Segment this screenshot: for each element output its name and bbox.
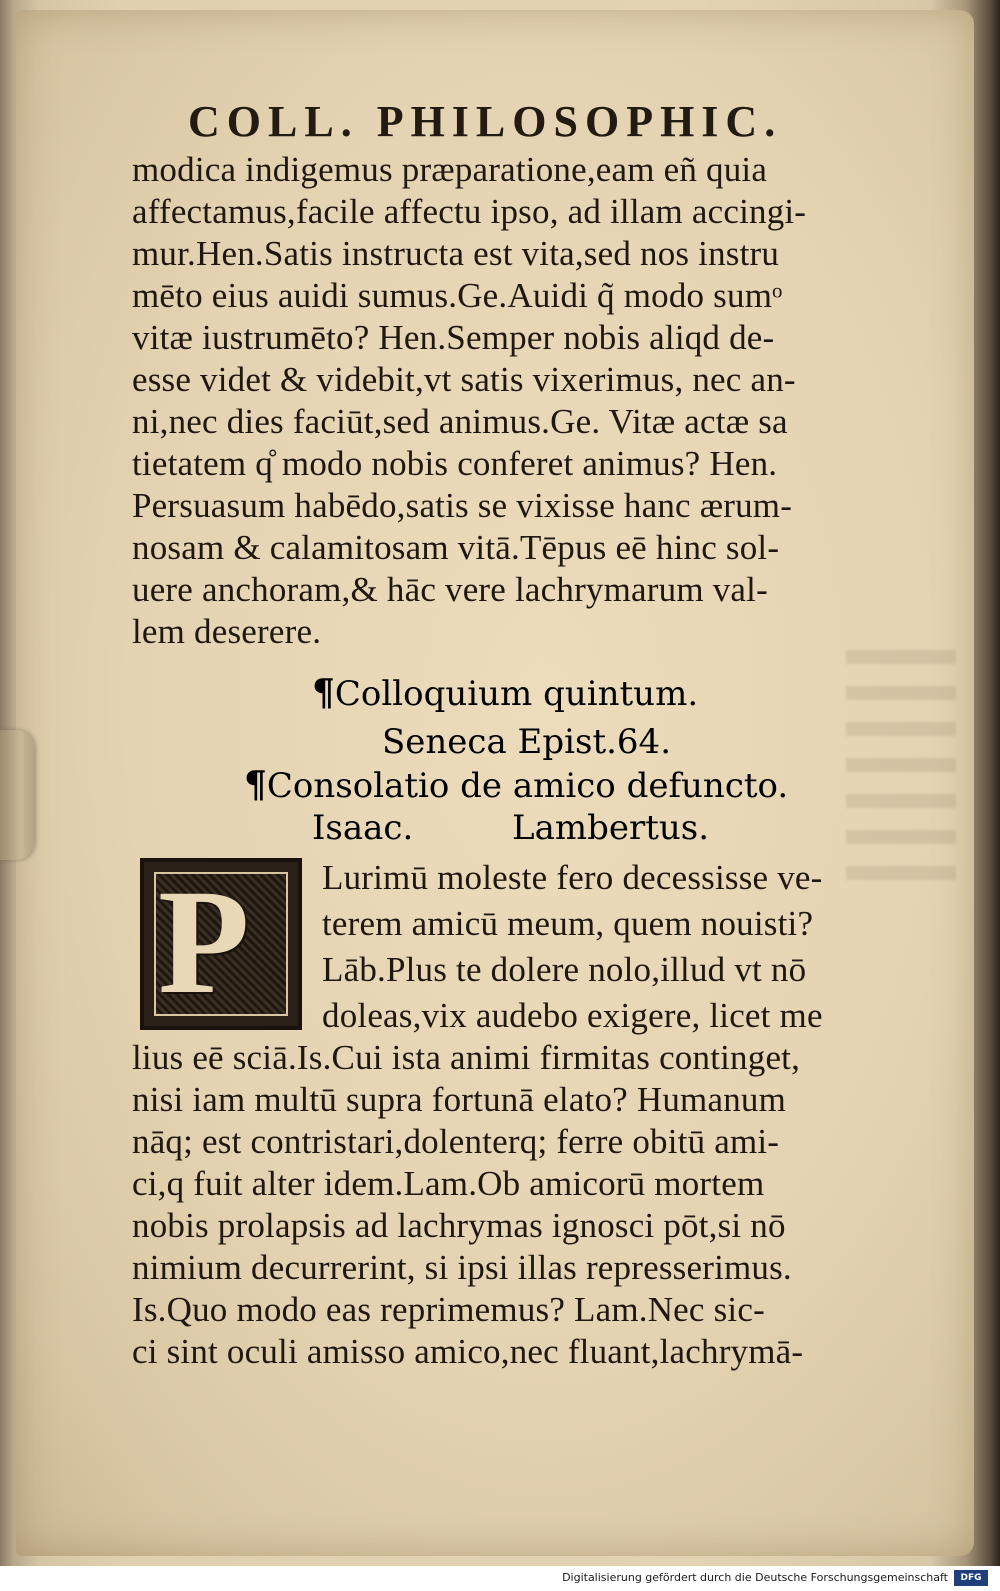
section-source: Seneca Epist.64.	[382, 722, 671, 762]
text-line: ci,q fuit alter idem.Lam.Ob amicorū mortem	[132, 1164, 765, 1203]
text-line: terem amicū meum, quem nouisti?	[322, 904, 814, 943]
text-line: modica indigemus præparatione,eam eñ quia	[132, 150, 768, 189]
text-line: vitæ iustrumēto? Hen.Semper nobis aliqd de-	[132, 318, 775, 357]
text-line: affectamus,facile affectu ipso, ad illam accingi-	[132, 192, 807, 231]
text-line: Lāb.Plus te dolere nolo,illud vt nō	[322, 950, 807, 989]
text-line: ni,nec dies faciūt,sed animus.Ge. Vitæ actæ sa	[132, 402, 788, 441]
speaker-lambertus: Lambertus.	[512, 808, 710, 848]
text-line: mur.Hen.Satis instructa est vita,sed nos instru	[132, 234, 780, 273]
text-line: lius eē sciā.Is.Cui ista animi firmitas continget,	[132, 1038, 801, 1077]
text-line: ci sint oculi amisso amico,nec fluant,lachrymā-	[132, 1332, 804, 1371]
page-fore-edge	[0, 730, 34, 860]
text-line: Persuasum habēdo,satis se vixisse hanc ærum-	[132, 486, 793, 525]
section-subtitle: ¶Consolatio de amico defuncto.	[244, 764, 789, 806]
decorated-initial	[140, 858, 302, 1030]
text-line: tietatem q̊ modo nobis conferet animus? Hen.	[132, 444, 778, 483]
text-line: Is.Quo modo eas reprimemus? Lam.Nec sic-	[132, 1290, 765, 1329]
text-line: esse videt & videbit,vt satis vixerimus, nec an-	[132, 360, 796, 399]
text-line: mēto eius auidi sumus.Ge.Auidi q̃ modo sumᵒ	[132, 276, 783, 315]
footer-bar	[0, 1566, 1000, 1591]
pilcrow-icon: ¶	[244, 764, 267, 806]
running-header: COLL. PHILOSOPHIC.	[188, 97, 783, 146]
text-line: nosam & calamitosam vitā.Tēpus eē hinc sol-	[132, 528, 780, 567]
text-line: uere anchoram,& hāc vere lachrymarum val-	[132, 570, 768, 609]
text-line: nāq; est contristari,dolenterq; ferre obitū ami-	[132, 1122, 780, 1161]
dfg-logo-icon: DFG	[954, 1570, 988, 1586]
pilcrow-icon: ¶	[312, 672, 335, 714]
show-through-text	[846, 650, 956, 880]
text-line: doleas,vix audebo exigere, licet me	[322, 996, 823, 1035]
text-line: Lurimū moleste fero decessisse ve-	[322, 858, 823, 897]
section-title: ¶Colloquium quintum.	[312, 672, 699, 714]
text-line: nimium decurrerint, si ipsi illas represserimus.	[132, 1248, 792, 1287]
speaker-isaac: Isaac.	[312, 808, 414, 848]
text-line: nobis prolapsis ad lachrymas ignosci pōt,si nō	[132, 1206, 786, 1245]
text-line: lem deserere.	[132, 612, 322, 651]
initial-letter: P	[158, 859, 250, 1025]
text-line: nisi iam multū supra fortunā elato? Humanum	[132, 1080, 787, 1119]
funding-credit: Digitalisierung gefördert durch die Deutsche Forschungsgemeinschaft	[562, 1571, 948, 1584]
